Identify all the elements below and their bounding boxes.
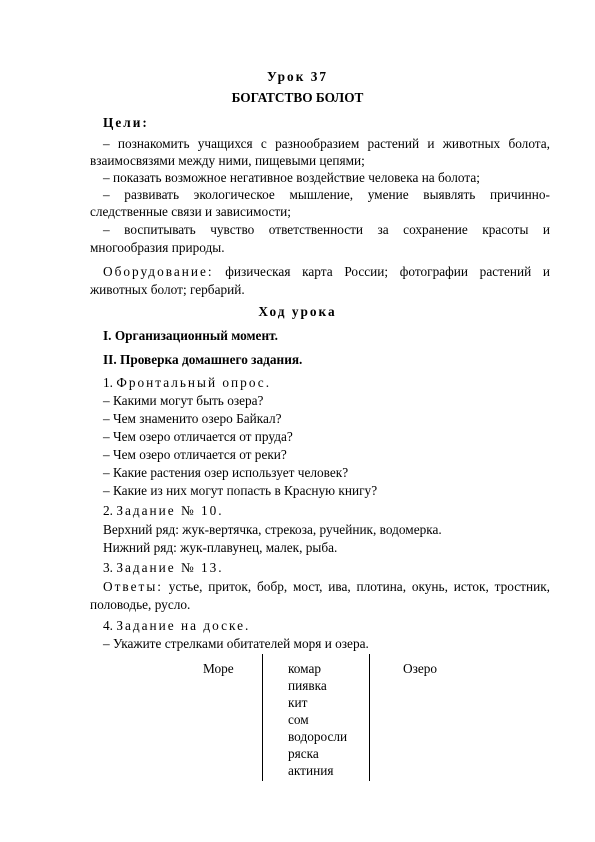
equipment-line-1: [103, 264, 550, 280]
goal-4-line-2: многообразия природы.: [90, 240, 225, 255]
question-6: – Какие из них могут попасть в Красную книгу?: [103, 483, 378, 498]
organism-item: комар: [288, 661, 322, 676]
equipment-label: Оборудование:: [103, 264, 214, 279]
goal-2: – показать возможное негативное воздействие человека на болота;: [103, 170, 480, 185]
table-header-lake: Озеро: [403, 661, 438, 676]
lesson-number: Урок 37: [267, 69, 328, 84]
section-1-heading: I. Организационный момент.: [103, 328, 278, 343]
task-10-title: Задание № 10.: [116, 503, 224, 518]
question-1: – Какими могут быть озера?: [103, 393, 264, 408]
board-task-heading: [103, 618, 250, 634]
lesson-title: БОГАТСТВО БОЛОТ: [231, 90, 364, 105]
task-10-number: 2.: [103, 503, 113, 518]
task-10-top-row: Верхний ряд: жук-вертячка, стрекоза, ручейник, водомерка.: [103, 522, 442, 537]
equipment-text: физическая карта России; фотографии растений и: [213, 264, 550, 279]
table-divider-right: [369, 654, 370, 781]
table-header-sea: Море: [203, 661, 234, 676]
question-3: – Чем озеро отличается от пруда?: [103, 429, 293, 444]
table-divider-left: [262, 654, 263, 781]
course-heading: Ход урока: [258, 304, 337, 319]
goal-3-line-2: следственные связи и зависимости;: [90, 204, 291, 219]
answers-text: устье, приток, бобр, мост, ива, плотина, окунь, исток, тростник,: [162, 579, 550, 594]
goal-1-line-1: – познакомить учащихся с разнообразием растений и животных болота,: [103, 136, 550, 151]
task-13-heading: [103, 560, 224, 576]
organism-item: пиявка: [288, 678, 327, 693]
task-13-answers-line-2: половодье, русло.: [90, 597, 191, 612]
goal-4-line-1: – воспитывать чувство ответственности за сохранение красоты и: [103, 222, 550, 237]
task-13-title: Задание № 13.: [116, 560, 224, 575]
goal-3-line-1: – развивать экологическое мышление, умение выявлять причинно-: [103, 187, 550, 202]
board-task-title: Задание на доске.: [116, 618, 251, 633]
question-4: – Чем озеро отличается от реки?: [103, 447, 287, 462]
board-task-instruction: – Укажите стрелками обитателей моря и озера.: [103, 636, 369, 651]
organism-item: водоросли: [288, 729, 348, 744]
goal-1-line-2: взаимосвязями между ними, пищевыми цепями;: [90, 153, 365, 168]
task-13-answers-line-1: [103, 579, 550, 595]
task-10-bottom-row: Нижний ряд: жук-плавунец, малек, рыба.: [103, 540, 338, 555]
frontal-title: Фронтальный опрос.: [116, 375, 272, 390]
section-2-heading: II. Проверка домашнего задания.: [103, 352, 303, 367]
organism-item: сом: [288, 712, 309, 727]
task-13-number: 3.: [103, 560, 113, 575]
organism-item: кит: [288, 695, 308, 710]
organism-item: актиния: [288, 763, 334, 778]
task-10-heading: [103, 503, 224, 519]
question-5: – Какие растения озер использует человек?: [103, 465, 349, 480]
frontal-heading: [103, 375, 271, 391]
question-2: – Чем знаменито озеро Байкал?: [103, 411, 282, 426]
organism-item: ряска: [288, 746, 319, 761]
frontal-number: 1.: [103, 375, 113, 390]
goals-heading: Цели:: [103, 115, 149, 130]
equipment-line-2: животных болот; гербарий.: [90, 282, 245, 297]
answers-label: Ответы:: [103, 579, 163, 594]
board-task-number: 4.: [103, 618, 113, 633]
